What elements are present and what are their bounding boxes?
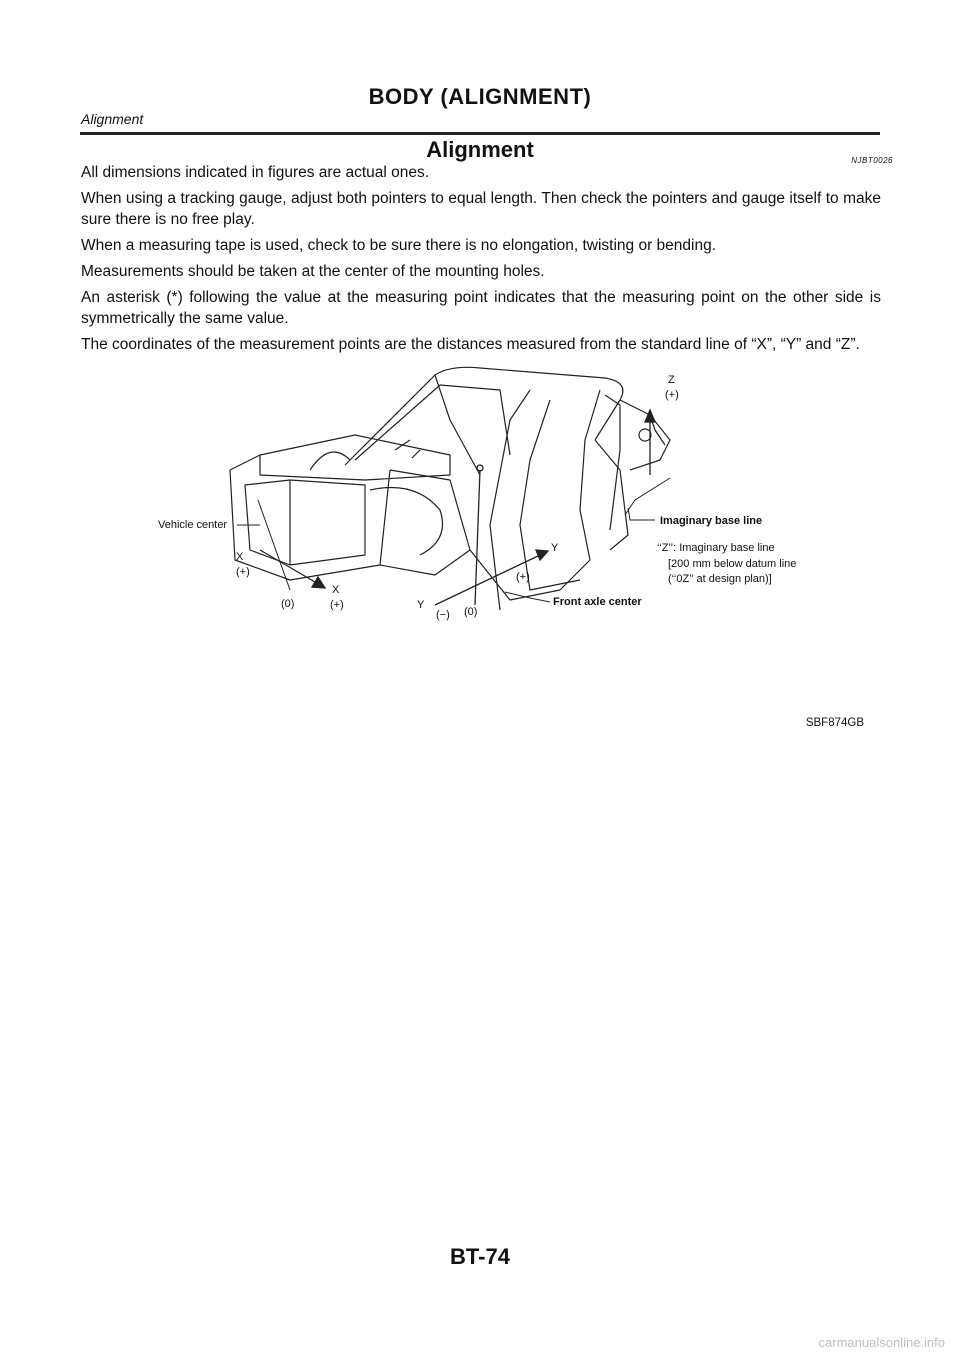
paragraph: The coordinates of the measurement points are the distances measured from the standard line of “X”, “Y” and “Z”. <box>81 336 860 353</box>
y-zero-label: (0) <box>464 606 478 618</box>
windshield-frame <box>355 385 510 460</box>
watermark: carmanualsonline.info <box>818 1335 945 1350</box>
car-body-illustration <box>150 360 870 650</box>
front-body-outline <box>230 455 390 580</box>
paragraph: All dimensions indicated in figures are actual ones. <box>81 164 430 181</box>
z-axis-label: Z <box>668 374 675 386</box>
header-subtitle: Alignment <box>81 111 144 127</box>
imaginary-base-line-label: Imaginary base line <box>660 515 763 527</box>
rear-wheel-arch <box>595 440 628 550</box>
header-title: BODY (ALIGNMENT) <box>368 84 592 109</box>
y-left-label: Y <box>417 599 425 611</box>
y-plus-label: (+) <box>516 571 530 583</box>
y-axis-arrowhead <box>536 550 548 560</box>
body-text <box>81 162 881 360</box>
x-zero-label: (0) <box>281 598 295 610</box>
y-right-label: Y <box>551 542 559 554</box>
z-plus-label: (+) <box>665 389 679 401</box>
vehicle-center-label: Vehicle center <box>158 519 228 531</box>
floor-line <box>470 550 590 600</box>
x-axis-arrowhead <box>312 577 325 588</box>
cowl-panel <box>260 435 450 480</box>
z-note-line-2: [200 mm below datum line <box>668 558 797 570</box>
y-minus-label: (−) <box>436 609 450 621</box>
header-rule <box>80 132 880 135</box>
z-axis-arrowhead <box>645 410 655 422</box>
roof-outline <box>345 367 623 465</box>
a-pillar <box>435 375 480 475</box>
dash-detail <box>310 452 350 470</box>
rear-door-frame <box>605 395 620 530</box>
section-ref-code: NJBT0026 <box>851 156 893 165</box>
vehicle-center-line <box>258 500 290 590</box>
section-title: Alignment <box>426 137 534 162</box>
page-number: BT-74 <box>450 1244 510 1269</box>
b-pillar <box>580 390 600 560</box>
front-strut-tower <box>370 488 443 556</box>
cowl-detail <box>395 440 420 458</box>
paragraph: An asterisk (*) following the value at the measuring point indicates that the measuring point on the other side is symmetrically the same value. <box>81 289 881 327</box>
paragraph: When using a tracking gauge, adjust both pointers to equal length. Then check the pointers and gauge itself to make sure there is no free play. <box>81 190 881 228</box>
body-alignment-figure <box>150 360 870 650</box>
z-note-line-3: (‘‘0Z’’ at design plan)] <box>668 573 772 585</box>
front-axle-center-label: Front axle center <box>553 596 642 608</box>
x-right-plus-label: (+) <box>330 599 344 611</box>
x-axis-line <box>260 550 315 582</box>
base-line-segment <box>625 478 670 515</box>
figure-code: SBF874GB <box>805 717 864 729</box>
paragraph: When a measuring tape is used, check to be sure there is no elongation, twisting or bending. <box>81 237 717 254</box>
x-right-label: X <box>332 584 340 596</box>
x-left-plus-label: (+) <box>236 566 250 578</box>
fender-apron <box>380 470 470 575</box>
x-left-label: X <box>236 551 244 563</box>
door-opening-inner <box>520 400 580 590</box>
rear-quarter <box>620 400 670 470</box>
z-note-line-1: ‘‘Z’’: Imaginary base line <box>657 542 775 554</box>
rear-lamp-opening <box>639 429 651 441</box>
base-line-leader <box>628 508 655 520</box>
paragraph: Measurements should be taken at the center of the mounting holes. <box>81 263 545 280</box>
